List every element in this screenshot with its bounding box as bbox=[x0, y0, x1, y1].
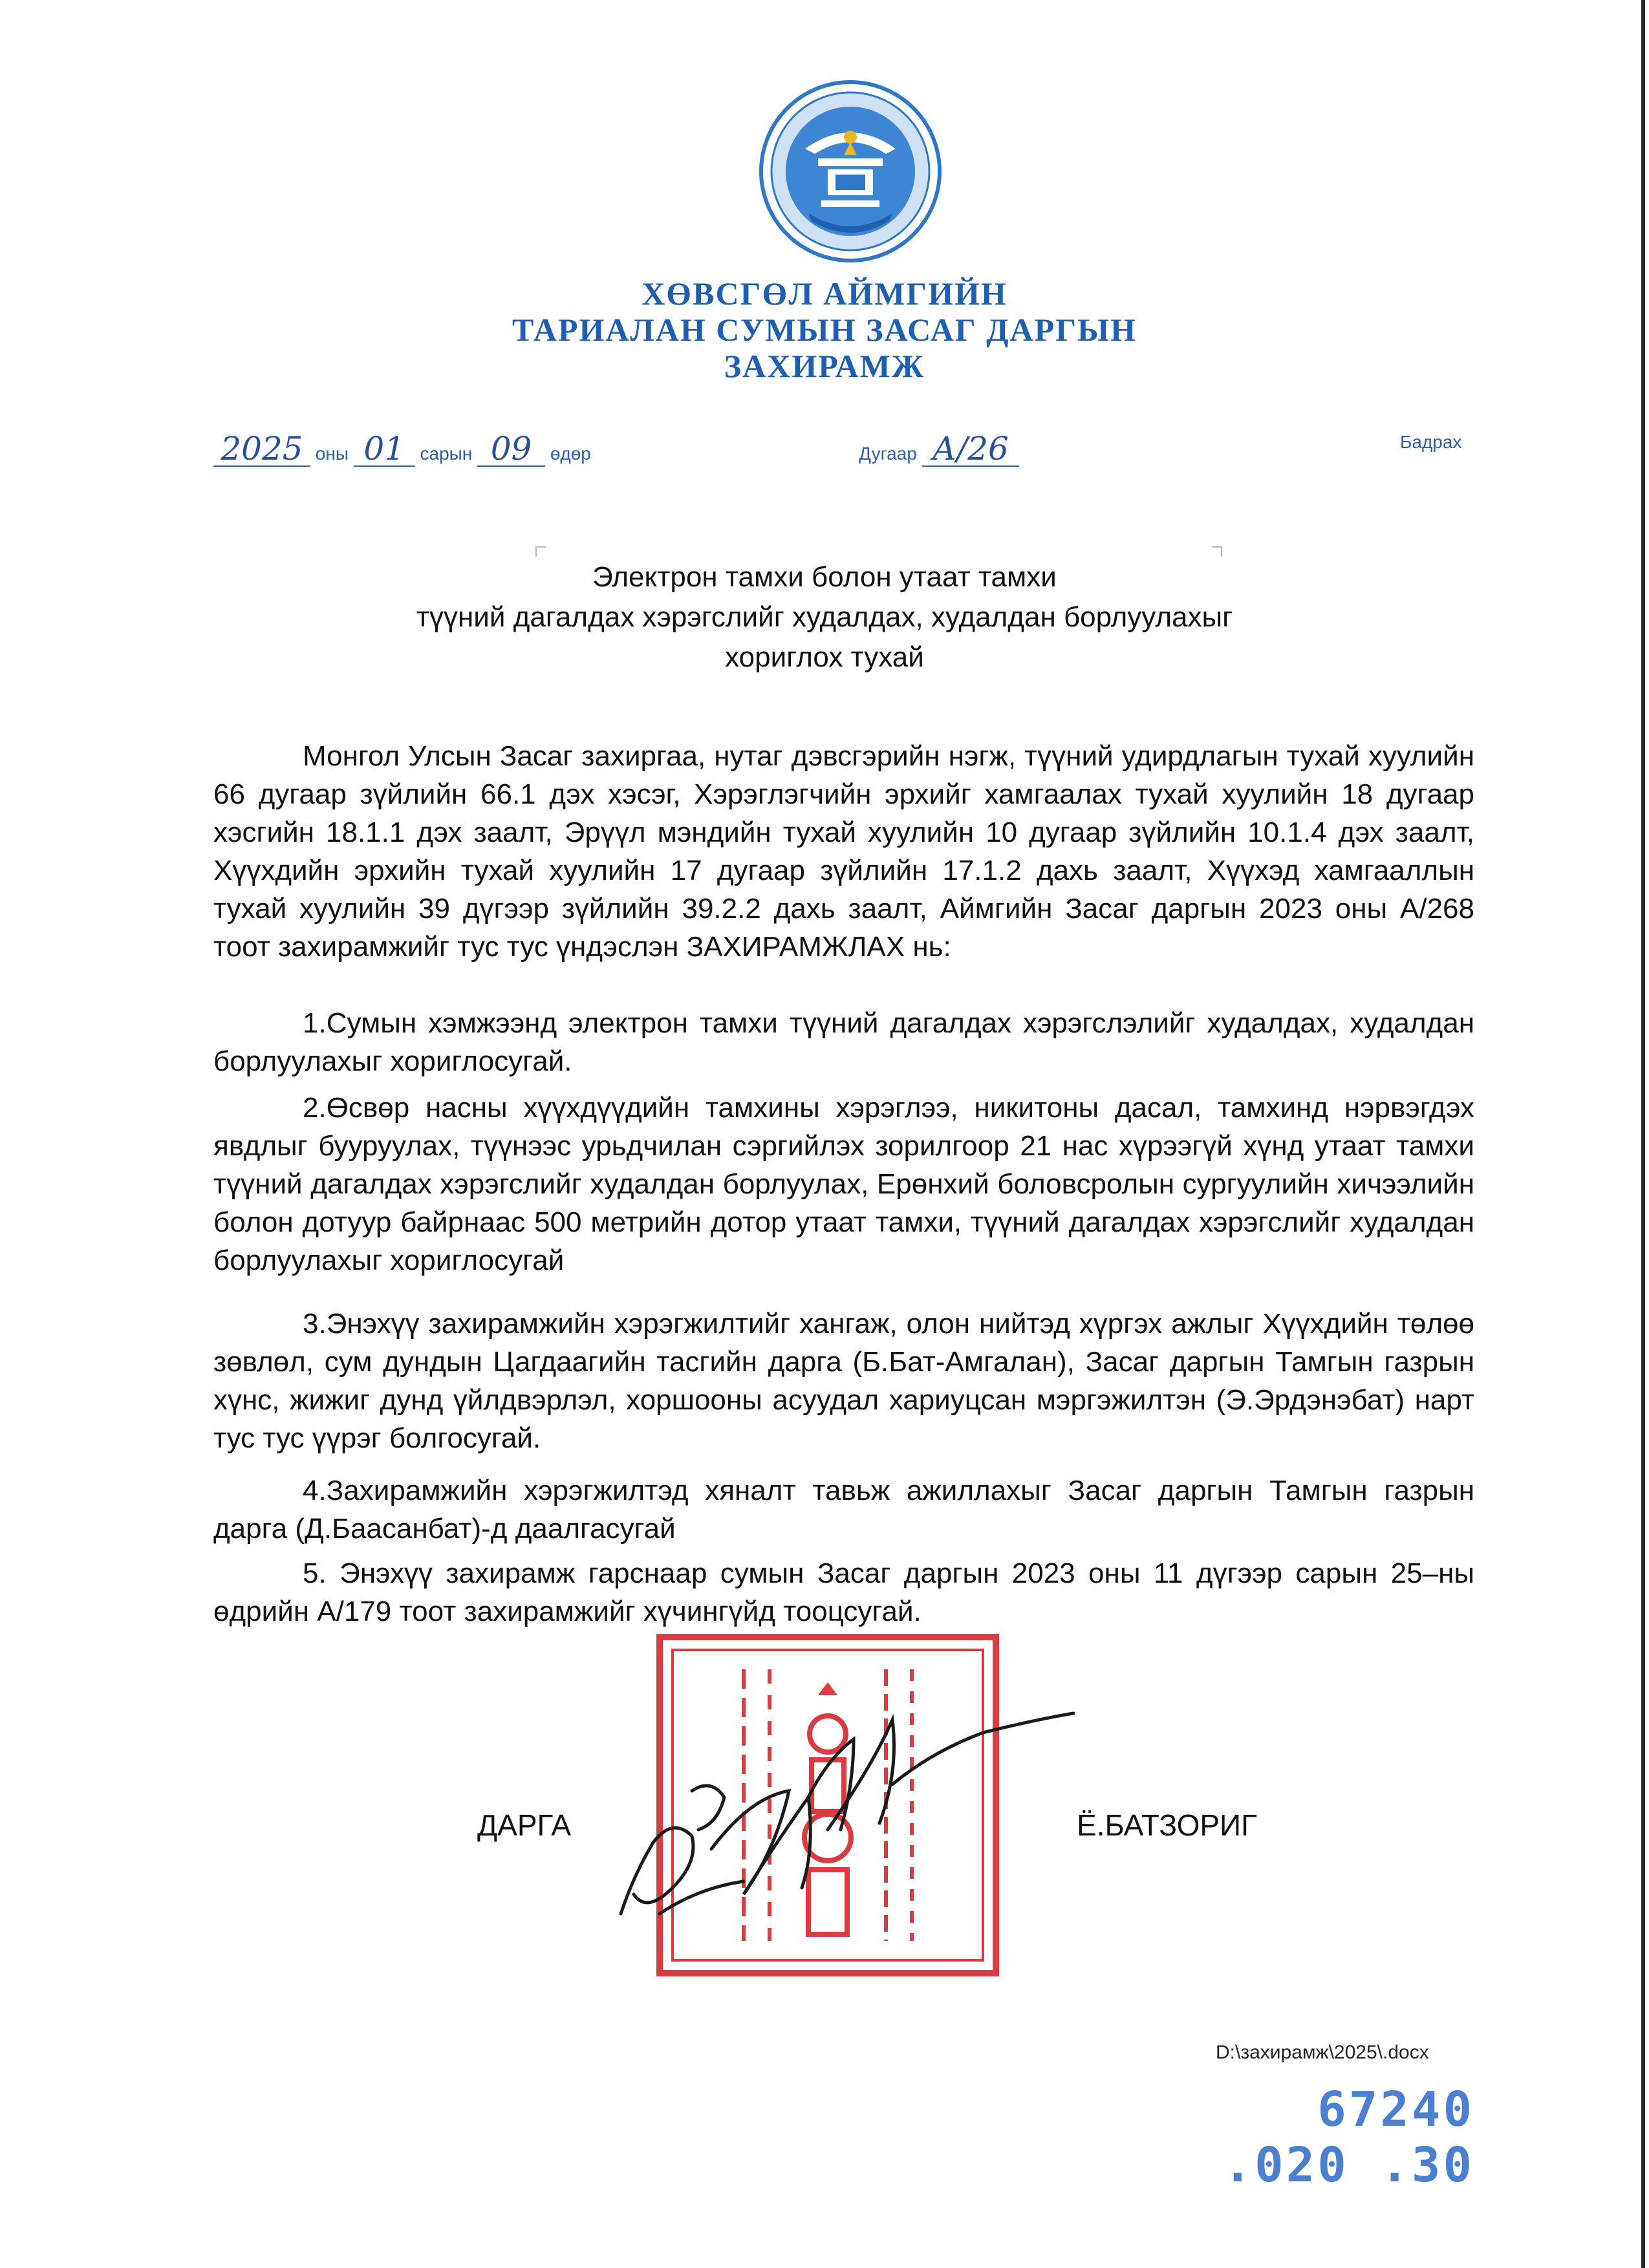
place-name: Бадрах bbox=[1400, 432, 1462, 452]
signatory-name: Ё.БАТЗОРИГ bbox=[1077, 1808, 1258, 1842]
decree-item-5 bbox=[213, 1554, 1474, 1631]
file-path: D:\захирамж\2025\.docx bbox=[1216, 2042, 1429, 2063]
state-emblem-icon bbox=[757, 78, 944, 265]
date-field bbox=[213, 432, 591, 467]
date-year: 2025 bbox=[213, 432, 310, 467]
preamble-paragraph: Монгол Улсын Засаг захиргаа, нутаг дэвсгэрийн нэгж, түүний удирдлагын тухай хуулийн 66 дугаар зүйлийн 66.1 дэх хэсэг, Хэрэглэгчийн эрхийг хамгаалах тухай хуулийн 18 дугаар хэсгийн 18.1.1 дэх заалт, Эрүүл мэндийн тухай хуулийн 10 дугаар зүйлийн 10.1.4 дэх заалт, Хүүхдийн эрхийн тухай хуулийн 17 дугаар зүйлийн 17.1.2 дахь заалт, Хүүхэд хамгааллын тухай хуулийн 39 дүгээр зүйлийн 39.2.2 дахь заалт, Аймгийн Засаг даргын 2023 оны А/268 тоот захирамжийг тус тус үндэслэн ЗАХИРАМЖЛАХ нь: bbox=[213, 740, 1474, 963]
date-day: 09 bbox=[477, 432, 545, 467]
header-decree: ЗАХИРАМЖ bbox=[724, 348, 925, 384]
decree-number-field bbox=[859, 432, 1019, 467]
decree-item-1 bbox=[213, 1004, 1474, 1080]
date-day-label: өдөр bbox=[550, 444, 591, 464]
decree-title-line-1: Электрон тамхи болон утаат тамхи bbox=[592, 561, 1057, 593]
decree-number: А/26 bbox=[922, 432, 1019, 467]
decree-title-line-3: хориглох тухай bbox=[725, 641, 924, 673]
item-paragraph: 2.Өсвөр насны хүүхдүүдийн тамхины хэрэглээ, никитоны дасал, тамхинд нэрвэгдэх явдлыг бууруулах, түүнээс урьдчилан сэргийлэх зорилгоор 21 нас хүрээгүй хүнд утаат тамхи түүний дагалдах хэрэгслийг худалдан борлуулах, Ерөнхий боловсролын сургуулийн хичээлийн болон дотуур байрнаас 500 метрийн дотор утаат тамхи, түүний дагалдах хэрэгслийг худалдан борлуулахыг хориглосугай bbox=[213, 1092, 1474, 1276]
decree-body bbox=[213, 737, 1474, 966]
decree-item-4 bbox=[213, 1471, 1474, 1548]
date-month: 01 bbox=[354, 432, 415, 467]
item-paragraph: 3.Энэхүү захирамжийн хэрэгжилтийг хангаж, олон нийтэд хүргэх ажлыг Хүүхдийн төлөө зөвлөл, сум дундын Цагдаагийн тасгийн дарга (Б.Бат-Амгалан), Засаг даргын Тамгын газрын хүнс, жижиг дунд үйлдвэрлэл, хоршооны асуудал хариуцсан мэргэжилтэн (Э.Эрдэнэбат) нарт тус тус үүрэг болгосугай. bbox=[213, 1308, 1474, 1454]
title-corner-left bbox=[535, 546, 546, 557]
decree-item-2 bbox=[213, 1089, 1474, 1279]
decree-number-label: Дугаар bbox=[859, 444, 917, 464]
signatory-position: ДАРГА bbox=[477, 1808, 572, 1842]
handwritten-signature-icon bbox=[595, 1681, 1086, 1972]
date-month-label: сарын bbox=[420, 444, 473, 464]
decree-item-3 bbox=[213, 1305, 1474, 1457]
header-aimag: ХӨВСГӨЛ АЙМГИЙН bbox=[641, 275, 1008, 312]
title-corner-right bbox=[1212, 546, 1222, 557]
serial-number: 67240 .020 .30 bbox=[1223, 2082, 1474, 2193]
date-year-label: оны bbox=[315, 444, 349, 464]
decree-title-line-2: түүний дагалдах хэрэгслийг худалдах, худалдан борлуулахыг bbox=[416, 601, 1233, 633]
header-sum-governor: ТАРИАЛАН СУМЫН ЗАСАГ ДАРГЫН bbox=[512, 312, 1137, 348]
item-paragraph: 5. Энэхүү захирамж гарснаар сумын Засаг даргын 2023 оны 11 дүгээр сарын 25–ны өдрийн А/179 тоот захирамжийг хүчингүйд тооцсугай. bbox=[213, 1557, 1474, 1627]
item-paragraph: 1.Сумын хэмжээнд электрон тамхи түүний дагалдах хэрэгслэлийг худалдах, худалдан борлуулахыг хориглосугай. bbox=[213, 1007, 1474, 1077]
item-paragraph: 4.Захирамжийн хэрэгжилтэд хяналт тавьж ажиллахыг Засаг даргын Тамгын газрын дарга (Д.Баасанбат)-д даалгасугай bbox=[213, 1475, 1474, 1545]
